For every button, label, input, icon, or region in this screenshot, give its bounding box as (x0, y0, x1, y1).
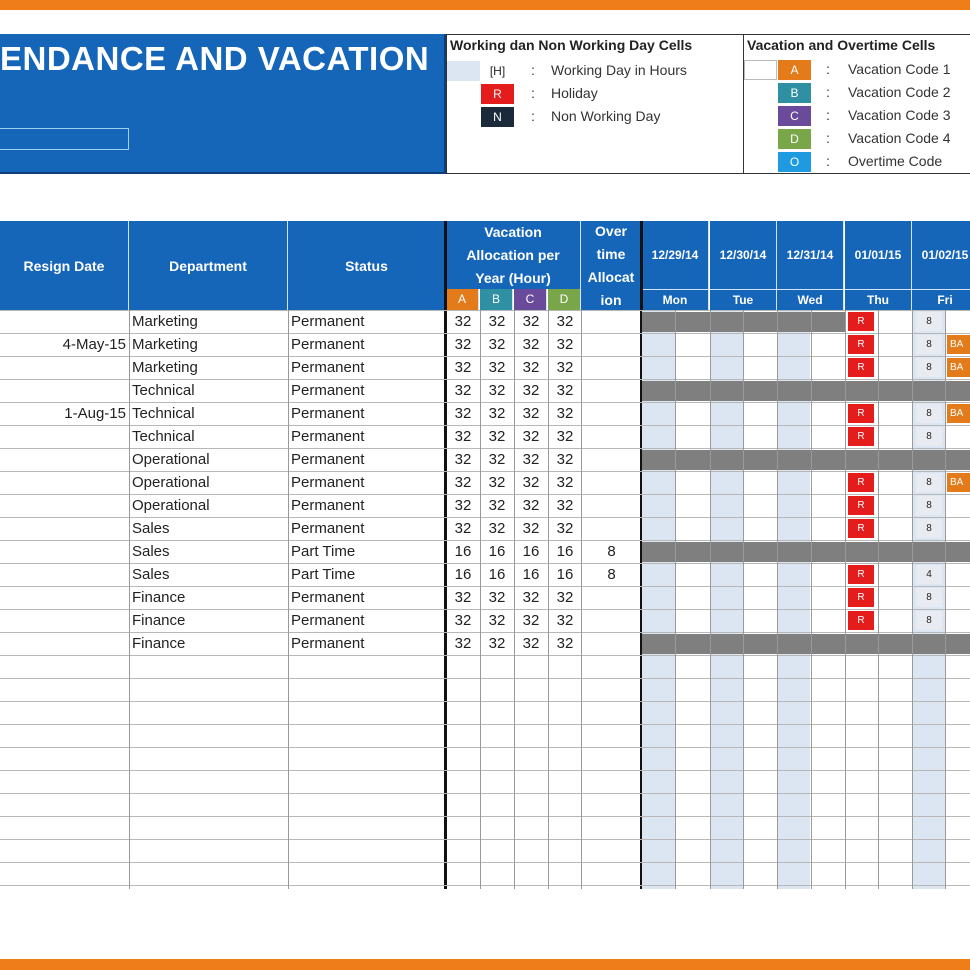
work-hours-cell[interactable]: 8 (916, 404, 942, 423)
day-header: Thu (845, 289, 912, 310)
vacation-hours-cell: 32 (454, 612, 472, 629)
status-cell: Permanent (291, 428, 365, 445)
vacation-hours-cell: 32 (522, 612, 540, 629)
department-cell: Marketing (132, 313, 198, 330)
col-vacation-allocation: Vacation Allocation per Year (Hour) (446, 221, 581, 289)
vacation-hours-cell: 32 (454, 589, 472, 606)
day-header: Mon (642, 289, 709, 310)
date-header: 12/30/14 (710, 221, 777, 289)
overtime-cell (581, 586, 642, 609)
overtime-cell (581, 448, 642, 471)
vacation-hours-cell: 32 (522, 497, 540, 514)
vacation-hours-cell: 16 (488, 566, 506, 583)
vacation-hours-cell: 32 (454, 382, 472, 399)
table-row (0, 517, 970, 540)
vacation-hours-cell: 32 (556, 382, 574, 399)
vacation-code-swatch: A (778, 60, 811, 80)
page-title: ENDANCE AND VACATION (0, 40, 430, 77)
vacation-hours-cell: 32 (556, 589, 574, 606)
table-row (0, 310, 970, 333)
holiday-marker[interactable]: R (848, 404, 874, 423)
department-cell: Technical (132, 405, 195, 422)
work-hours-cell[interactable]: 8 (916, 358, 942, 377)
vacation-hours-cell: 16 (556, 543, 574, 560)
status-cell: Permanent (291, 451, 365, 468)
status-cell: Permanent (291, 405, 365, 422)
overtime-cell (581, 356, 642, 379)
overtime-cell (581, 609, 642, 632)
vacation-hours-cell: 32 (488, 382, 506, 399)
resign-date-cell (0, 563, 126, 586)
row-line (0, 770, 970, 771)
row-line (0, 701, 970, 702)
vacation-hours-cell: 16 (454, 566, 472, 583)
overtime-cell (581, 494, 642, 517)
vacation-hours-cell: 32 (454, 474, 472, 491)
vacation-hours-cell: 32 (488, 474, 506, 491)
vacation-code-header: C (514, 289, 547, 310)
department-cell: Finance (132, 589, 186, 606)
legend-label-vacation: Vacation Code 3 (848, 107, 951, 123)
row-line (0, 655, 970, 656)
legend-row-vacation (744, 106, 970, 127)
vacation-code-swatch: O (778, 152, 811, 172)
vacation-hours-cell: 32 (556, 428, 574, 445)
legend-label-vacation: Overtime Code (848, 153, 943, 169)
row-line (0, 816, 970, 817)
resign-date-cell: 1-Aug-15 (64, 405, 126, 422)
overtime-cell (581, 379, 642, 402)
row-line (0, 862, 970, 863)
overtime-cell (581, 402, 642, 425)
row-line (0, 885, 970, 886)
table-row (0, 448, 970, 471)
vacation-hours-cell: 32 (556, 474, 574, 491)
legend-row-vacation (744, 152, 970, 173)
overtime-cell (581, 333, 642, 356)
vacation-hours-cell: 16 (522, 543, 540, 560)
hours-code: [H] (481, 61, 514, 81)
resign-date-cell (0, 494, 126, 517)
resign-date-cell (0, 310, 126, 333)
table-row (0, 333, 970, 356)
vacation-hours-cell: 32 (488, 313, 506, 330)
date-header: 01/02/15 (912, 221, 970, 289)
col-status: Status (288, 221, 446, 310)
vacation-hours-cell: 32 (556, 451, 574, 468)
status-cell: Part Time (291, 566, 356, 583)
department-cell: Sales (132, 543, 170, 560)
legend-row-nonworking (447, 107, 743, 128)
vacation-code-swatch: C (778, 106, 811, 126)
holiday-marker[interactable]: R (848, 358, 874, 377)
vacation-code-header: D (548, 289, 581, 310)
department-cell: Operational (132, 451, 210, 468)
work-hours-cell[interactable]: 8 (916, 588, 942, 607)
title-input-box[interactable] (0, 128, 129, 150)
resign-date-cell (0, 609, 126, 632)
vacation-hours-cell: 32 (556, 520, 574, 537)
department-cell: Finance (132, 635, 186, 652)
row-line (0, 839, 970, 840)
work-hours-cell[interactable]: 8 (916, 427, 942, 446)
department-cell: Marketing (132, 336, 198, 353)
date-header: 12/31/14 (777, 221, 844, 289)
status-cell: Permanent (291, 336, 365, 353)
legend-row-holiday (447, 84, 743, 105)
legend-colon: : (826, 130, 830, 146)
legend-colon: : (826, 107, 830, 123)
holiday-marker[interactable]: R (848, 496, 874, 515)
table-row (0, 563, 970, 586)
row-line (0, 724, 970, 725)
resign-date-cell (0, 540, 126, 563)
vacation-hours-cell: 32 (556, 359, 574, 376)
vacation-code-header: B (480, 289, 513, 310)
resign-date-cell (0, 471, 126, 494)
work-hours-cell[interactable]: 4 (916, 565, 942, 584)
work-hours-cell[interactable]: 8 (916, 519, 942, 538)
vacation-hours-cell: 32 (454, 405, 472, 422)
legend-colon: : (531, 108, 535, 124)
vacation-hours-cell: 32 (488, 451, 506, 468)
legend-row-hours (447, 61, 743, 82)
vacation-hours-cell: 32 (488, 612, 506, 629)
table-row (0, 586, 970, 609)
status-cell: Permanent (291, 635, 365, 652)
table-row (0, 540, 970, 563)
department-cell: Operational (132, 474, 210, 491)
holiday-marker[interactable]: R (848, 611, 874, 630)
legend-colon: : (826, 61, 830, 77)
resign-date-cell (0, 356, 126, 379)
row-line (0, 793, 970, 794)
work-hours-cell[interactable]: 8 (916, 335, 942, 354)
status-cell: Permanent (291, 382, 365, 399)
vacation-hours-cell: 32 (556, 405, 574, 422)
vacation-hours-cell: 32 (454, 520, 472, 537)
overtime-cell (581, 425, 642, 448)
holiday-marker[interactable]: R (848, 335, 874, 354)
status-cell: Permanent (291, 497, 365, 514)
hours-swatch (447, 61, 480, 81)
vacation-hours-cell: 32 (556, 612, 574, 629)
legend-label-holiday: Holiday (551, 85, 598, 101)
vacation-entry-cell[interactable]: BA (947, 335, 970, 354)
vacation-hours-cell: 16 (522, 566, 540, 583)
overtime-cell (581, 517, 642, 540)
resign-date-cell (0, 379, 126, 402)
legend-label-hours: Working Day in Hours (551, 62, 687, 78)
vacation-hours-cell: 32 (488, 405, 506, 422)
vacation-hours-cell: 32 (454, 451, 472, 468)
work-hours-cell[interactable]: 8 (916, 312, 942, 331)
table-row (0, 425, 970, 448)
vacation-hours-cell: 32 (454, 428, 472, 445)
table-row (0, 471, 970, 494)
vacation-hours-cell: 32 (488, 497, 506, 514)
department-cell: Marketing (132, 359, 198, 376)
vacation-hours-cell: 16 (454, 543, 472, 560)
vacation-hours-cell: 32 (522, 405, 540, 422)
resign-date-cell (0, 517, 126, 540)
status-cell: Permanent (291, 313, 365, 330)
table-row (0, 609, 970, 632)
legend-colon: : (826, 84, 830, 100)
vacation-hours-cell: 32 (488, 520, 506, 537)
legend-row-vacation (744, 60, 970, 81)
title-banner (0, 34, 446, 174)
department-cell: Sales (132, 520, 170, 537)
attendance-table (0, 221, 970, 889)
vacation-hours-cell: 32 (488, 635, 506, 652)
legend-row-vacation (744, 129, 970, 150)
resign-date-cell (0, 632, 126, 655)
department-cell: Technical (132, 428, 195, 445)
legend-colon: : (531, 62, 535, 78)
holiday-marker[interactable]: R (848, 519, 874, 538)
vacation-hours-cell: 32 (522, 474, 540, 491)
vacation-hours-cell: 32 (522, 428, 540, 445)
vacation-hours-cell: 32 (522, 336, 540, 353)
vacation-hours-cell: 32 (522, 589, 540, 606)
col-overtime-allocation: Over time Allocat ion (581, 221, 642, 310)
vacation-legend (743, 34, 970, 174)
legend-label-vacation: Vacation Code 2 (848, 84, 951, 100)
vacation-hours-cell: 32 (488, 359, 506, 376)
empty-swatch (744, 60, 777, 80)
vacation-hours-cell: 32 (454, 336, 472, 353)
status-cell: Permanent (291, 589, 365, 606)
status-cell: Permanent (291, 520, 365, 537)
table-row (0, 356, 970, 379)
date-header: 12/29/14 (642, 221, 709, 289)
vacation-hours-cell: 32 (488, 336, 506, 353)
working-day-legend (446, 34, 744, 174)
col-resign-date: Resign Date (0, 221, 129, 310)
work-hours-cell[interactable]: 8 (916, 473, 942, 492)
work-hours-cell[interactable]: 8 (916, 496, 942, 515)
vacation-hours-cell: 32 (522, 451, 540, 468)
resign-date-cell (0, 586, 126, 609)
overtime-cell: 8 (607, 566, 616, 583)
legend-label-vacation: Vacation Code 1 (848, 61, 951, 77)
vacation-hours-cell: 32 (556, 497, 574, 514)
status-cell: Part Time (291, 543, 356, 560)
vacation-hours-cell: 32 (556, 313, 574, 330)
vacation-hours-cell: 32 (522, 359, 540, 376)
top-accent-bar (0, 0, 970, 10)
legend-colon: : (531, 85, 535, 101)
nonworking-swatch: N (481, 107, 514, 127)
vacation-hours-cell: 32 (488, 589, 506, 606)
vacation-entry-cell[interactable]: BA (947, 473, 970, 492)
vacation-hours-cell: 16 (556, 566, 574, 583)
status-cell: Permanent (291, 359, 365, 376)
vacation-code-swatch: D (778, 129, 811, 149)
legend-label-vacation: Vacation Code 4 (848, 130, 951, 146)
vacation-hours-cell: 32 (488, 428, 506, 445)
table-row (0, 379, 970, 402)
vacation-code-swatch: B (778, 83, 811, 103)
holiday-marker[interactable]: R (848, 312, 874, 331)
vacation-code-header: A (446, 289, 479, 310)
overtime-cell (581, 471, 642, 494)
overtime-cell: 8 (607, 543, 616, 560)
vacation-hours-cell: 32 (556, 635, 574, 652)
vacation-hours-cell: 32 (522, 313, 540, 330)
vacation-hours-cell: 32 (454, 497, 472, 514)
legend-row-vacation (744, 83, 970, 104)
col-department: Department (129, 221, 288, 310)
vacation-hours-cell: 32 (454, 359, 472, 376)
status-cell: Permanent (291, 612, 365, 629)
vacation-hours-cell: 32 (454, 635, 472, 652)
vacation-hours-cell: 32 (522, 382, 540, 399)
day-header: Tue (710, 289, 777, 310)
bottom-accent-bar (0, 959, 970, 970)
department-cell: Finance (132, 612, 186, 629)
legend-label-nonworking: Non Working Day (551, 108, 661, 124)
overtime-cell (581, 310, 642, 333)
resign-date-cell (0, 448, 126, 471)
day-header: Wed (777, 289, 844, 310)
work-hours-cell[interactable]: 8 (916, 611, 942, 630)
vacation-hours-cell: 32 (454, 313, 472, 330)
department-cell: Operational (132, 497, 210, 514)
day-header: Fri (912, 289, 970, 310)
vacation-legend-heading: Vacation and Overtime Cells (747, 37, 936, 53)
row-line (0, 678, 970, 679)
holiday-swatch: R (481, 84, 514, 104)
legend-colon: : (826, 153, 830, 169)
table-row (0, 402, 970, 425)
holiday-marker[interactable]: R (848, 565, 874, 584)
vacation-hours-cell: 32 (522, 635, 540, 652)
date-header: 01/01/15 (845, 221, 912, 289)
working-legend-heading: Working dan Non Working Day Cells (450, 37, 693, 53)
department-cell: Technical (132, 382, 195, 399)
overtime-cell (581, 632, 642, 655)
department-cell: Sales (132, 566, 170, 583)
vacation-entry-cell[interactable]: BA (947, 358, 970, 377)
table-row (0, 494, 970, 517)
holiday-marker[interactable]: R (848, 473, 874, 492)
status-cell: Permanent (291, 474, 365, 491)
holiday-marker[interactable]: R (848, 427, 874, 446)
holiday-marker[interactable]: R (848, 588, 874, 607)
vacation-hours-cell: 32 (522, 520, 540, 537)
vacation-hours-cell: 16 (488, 543, 506, 560)
table-body (0, 310, 970, 889)
table-row (0, 632, 970, 655)
vacation-hours-cell: 32 (556, 336, 574, 353)
resign-date-cell (0, 425, 126, 448)
resign-date-cell: 4-May-15 (62, 336, 126, 353)
vacation-entry-cell[interactable]: BA (947, 404, 970, 423)
row-line (0, 747, 970, 748)
